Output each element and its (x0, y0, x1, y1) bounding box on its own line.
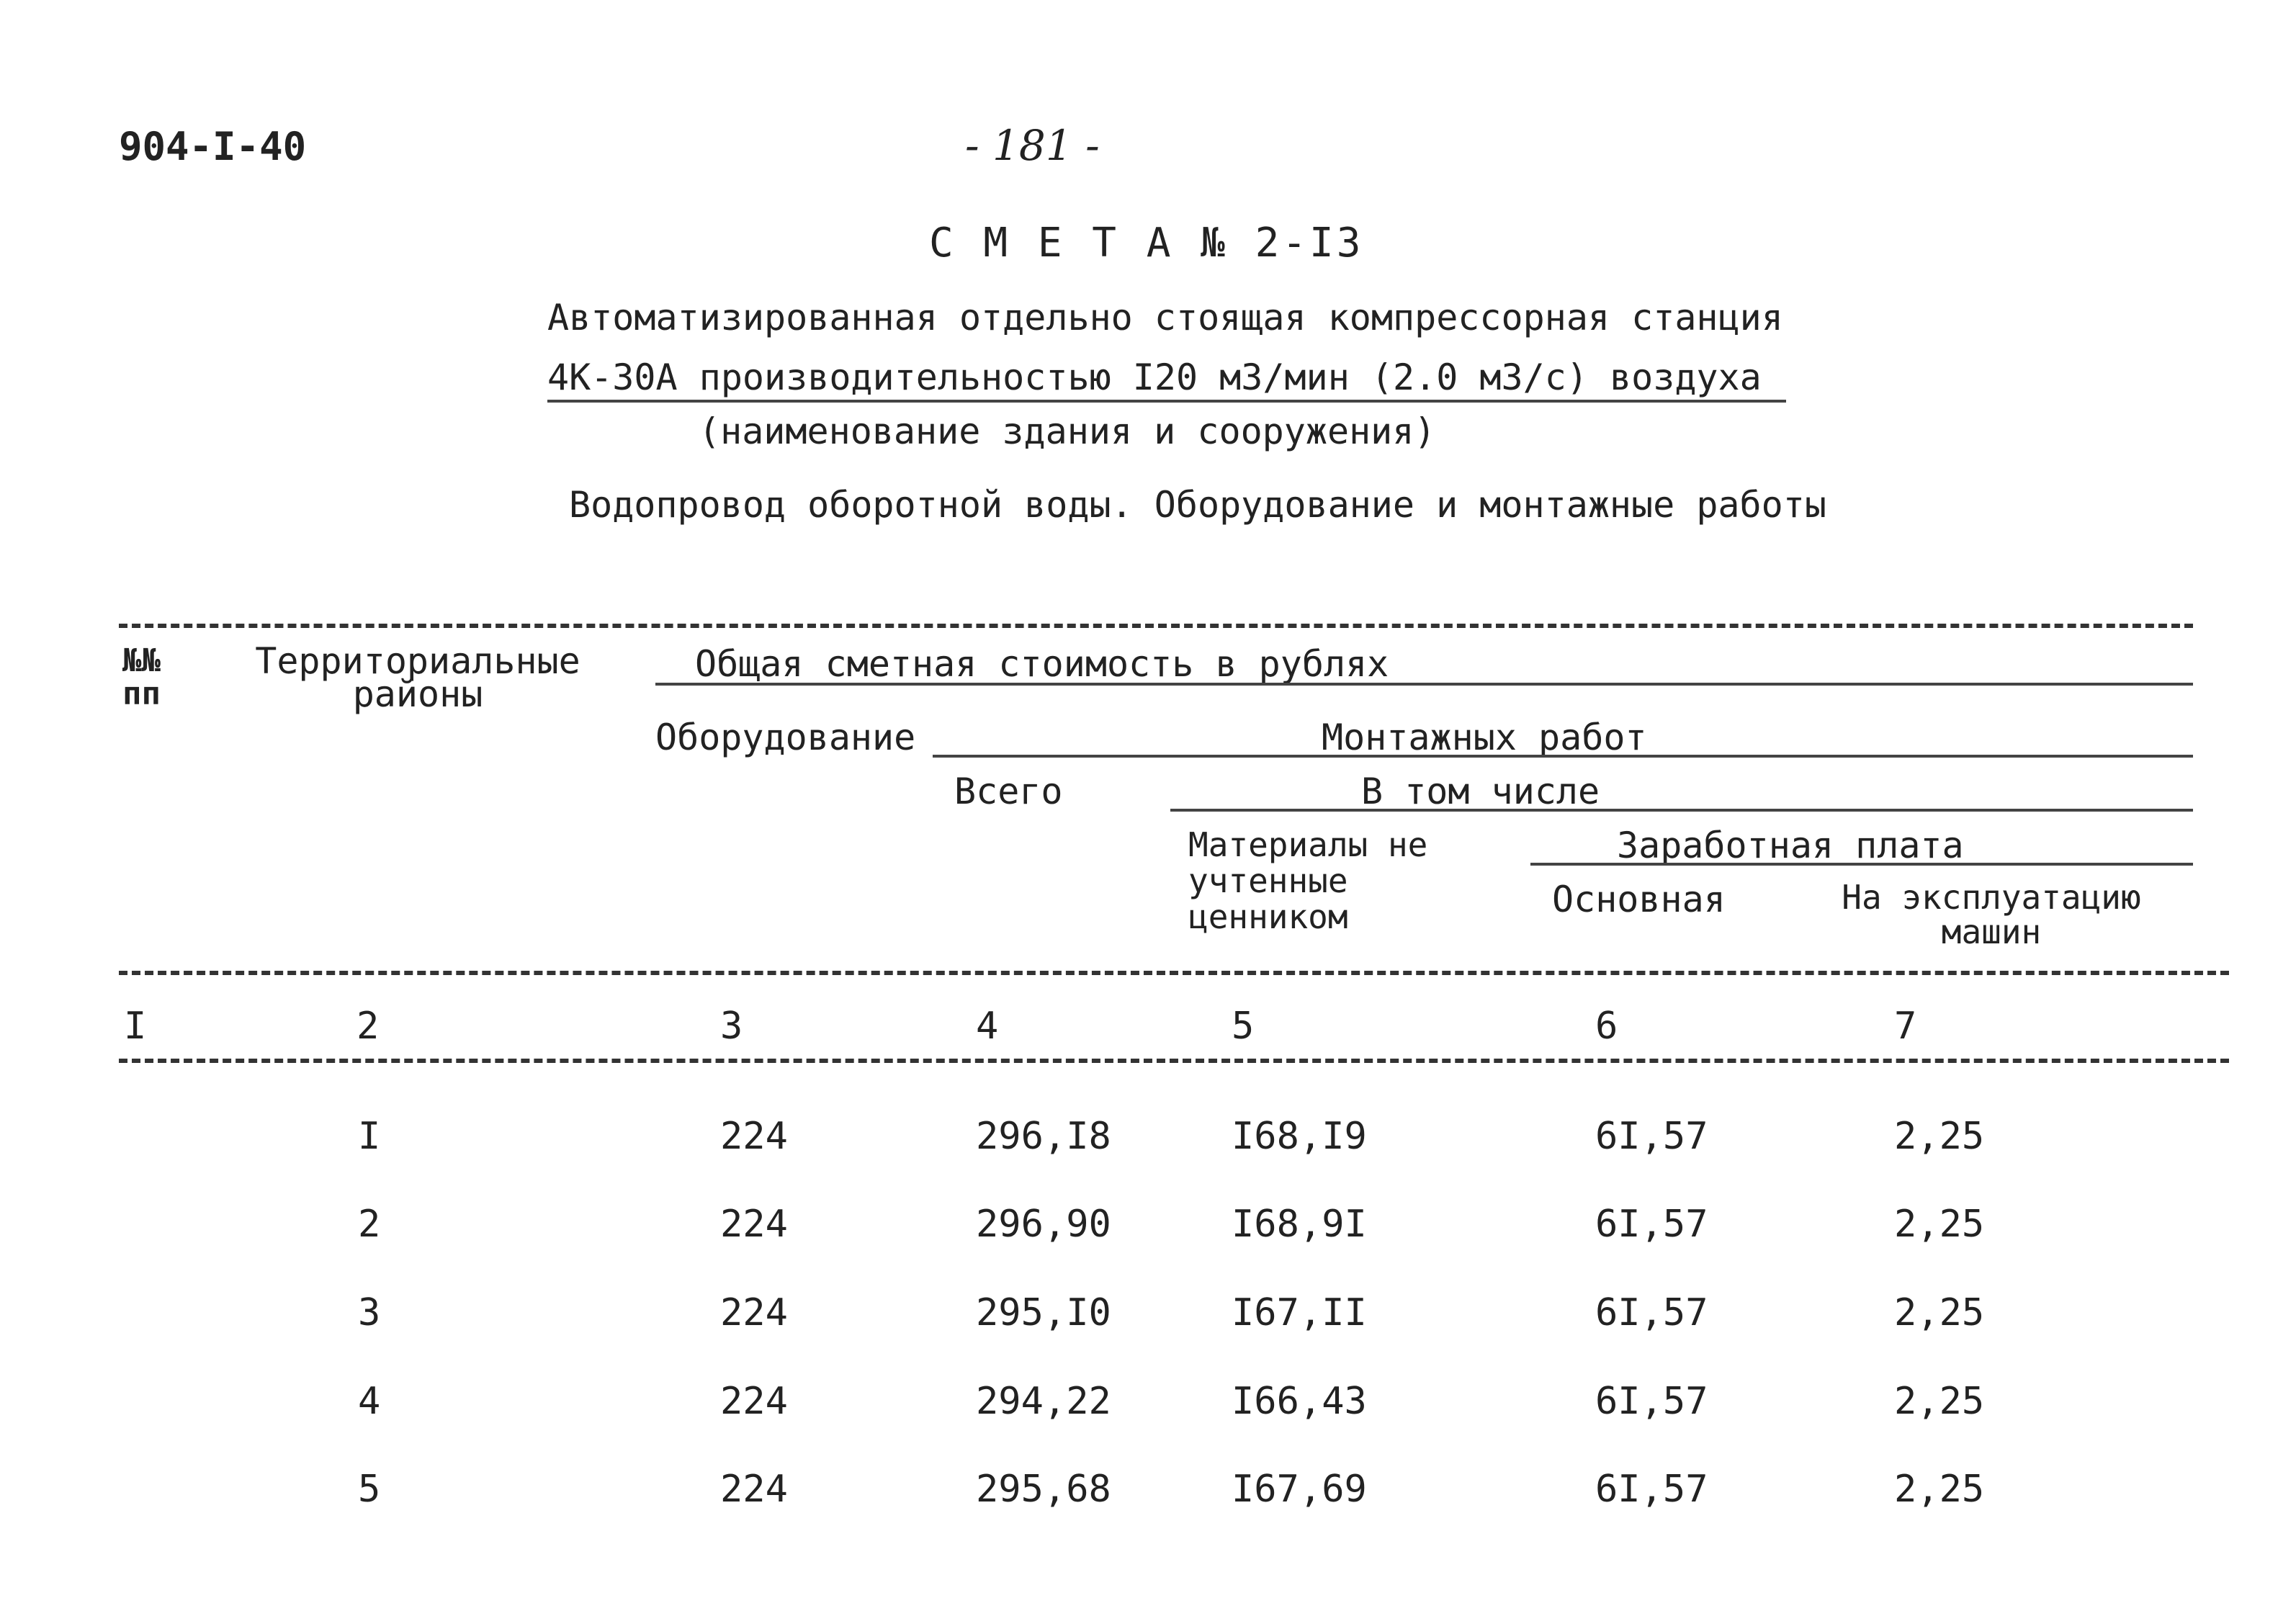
cell-total: 296,I8 (976, 1115, 1111, 1158)
cell-materials: I67,69 (1232, 1468, 1367, 1511)
column-number: I (124, 1005, 147, 1048)
cell-total: 294,22 (976, 1380, 1111, 1423)
subtitle-line-2: 4К-30А производительностью I20 м3/мин (2.0 м3/с) воздуха (547, 356, 1762, 398)
header-wages-line (1530, 863, 2193, 866)
subtitle-underline (547, 400, 1786, 403)
column-number: 7 (1894, 1005, 1917, 1048)
column-number: 5 (1232, 1005, 1255, 1048)
cell-materials: I68,9I (1232, 1203, 1367, 1246)
cell-equipment: 224 (720, 1115, 788, 1158)
cell-district: I (358, 1115, 381, 1158)
cell-basic-wage: 6I,57 (1595, 1468, 1708, 1511)
header-installation-line (933, 755, 2193, 758)
cell-equipment: 224 (720, 1468, 788, 1511)
header-total: Всего (954, 771, 1063, 812)
header-total-cost: Общая сметная стоимость в рублях (695, 643, 1389, 685)
header-equipment: Оборудование (655, 717, 916, 758)
cell-machines-wage: 2,25 (1894, 1380, 1985, 1423)
cell-machines-wage: 2,25 (1894, 1115, 1985, 1158)
cell-total: 295,I0 (976, 1291, 1111, 1334)
cell-total: 296,90 (976, 1203, 1111, 1246)
subtitle-caption: (наименование здания и сооружения) (699, 410, 1436, 452)
column-number: 4 (976, 1005, 999, 1048)
cell-total: 295,68 (976, 1468, 1111, 1511)
header-machines: На эксплуатацию машин (1842, 878, 2141, 951)
cell-machines-wage: 2,25 (1894, 1203, 1985, 1246)
cell-basic-wage: 6I,57 (1595, 1380, 1708, 1423)
cell-materials: I66,43 (1232, 1380, 1367, 1423)
document-code: 904-I-40 (119, 124, 307, 169)
header-basic: Основная (1552, 879, 1726, 920)
cell-materials: I68,I9 (1232, 1115, 1367, 1158)
header-bottom-border (119, 971, 2229, 975)
cell-equipment: 224 (720, 1203, 788, 1246)
cell-district: 3 (358, 1291, 381, 1334)
cell-basic-wage: 6I,57 (1595, 1115, 1708, 1158)
cell-district: 2 (358, 1203, 381, 1246)
table-top-border (119, 624, 2193, 628)
header-wages: Заработная плата (1617, 825, 1964, 866)
subtitle-line-1: Автоматизированная отдельно стоящая компрессорная станция (547, 297, 1783, 338)
header-districts: Территориальные районы (255, 640, 580, 715)
header-materials: Материалы не учтенные ценником (1188, 825, 1428, 936)
column-number: 2 (356, 1005, 380, 1048)
cell-equipment: 224 (720, 1380, 788, 1423)
cell-district: 4 (358, 1380, 381, 1423)
column-number: 3 (720, 1005, 743, 1048)
cell-machines-wage: 2,25 (1894, 1291, 1985, 1334)
document-title: С М Е Т А № 2-I3 (929, 220, 1364, 266)
header-total-cost-line (655, 683, 2193, 686)
header-installation: Монтажных работ (1322, 717, 1647, 758)
section-title: Водопровод оборотной воды. Оборудование и монтажные работы (569, 484, 1826, 526)
cell-materials: I67,II (1232, 1291, 1367, 1334)
column-number: 6 (1595, 1005, 1618, 1048)
header-num: №№ пп (122, 642, 161, 712)
cell-equipment: 224 (720, 1291, 788, 1334)
header-including: В том числе (1361, 771, 1600, 812)
cell-basic-wage: 6I,57 (1595, 1291, 1708, 1334)
cell-basic-wage: 6I,57 (1595, 1203, 1708, 1246)
page-number: - 181 - (965, 121, 1100, 170)
header-including-line (1170, 809, 2193, 812)
numbers-bottom-border (119, 1059, 2229, 1063)
cell-machines-wage: 2,25 (1894, 1468, 1985, 1511)
cell-district: 5 (358, 1468, 381, 1511)
